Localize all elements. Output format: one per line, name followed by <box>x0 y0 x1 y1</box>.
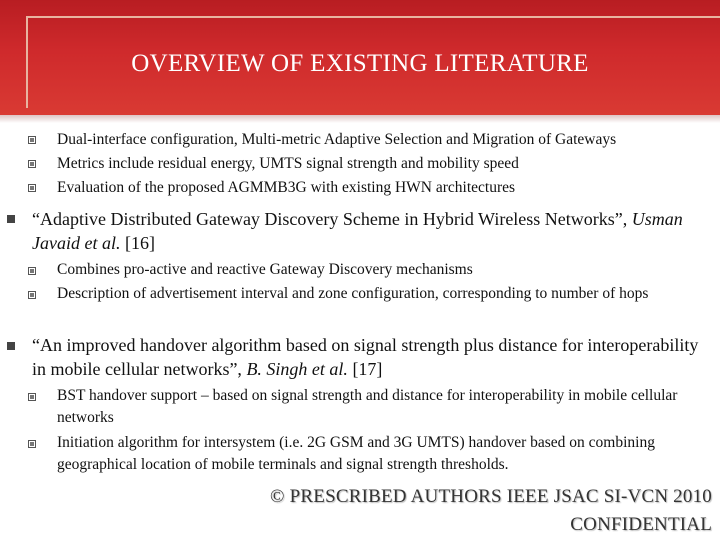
slide-header <box>0 0 720 115</box>
item-title: “An improved handover algorithm based on signal strength plus distance for interoperability in mobile cellular networks”, <box>32 335 699 379</box>
literature-item-2 <box>32 207 712 255</box>
sub-bullet-icon <box>28 267 36 275</box>
sub-bullet-icon <box>28 160 36 168</box>
sub-bullet-icon <box>28 291 36 299</box>
main-bullet-icon <box>7 215 15 223</box>
sub-item: Description of advertisement interval and zone configuration, corresponding to number of hops <box>57 285 649 302</box>
item-ref: [17] <box>347 359 383 379</box>
sub-item: Initiation algorithm for intersystem (i.e. 2G GSM and 3G UMTS) handover based on combining geographical location of mobile terminals and signal strength thresholds. <box>57 434 655 473</box>
sub-bullet-icon <box>28 184 36 192</box>
confidential-label: CONFIDENTIAL <box>570 514 712 535</box>
sub-item: Metrics include residual energy, UMTS signal strength and mobility speed <box>57 155 519 172</box>
sub-item: Dual-interface configuration, Multi-metric Adaptive Selection and Migration of Gateways <box>57 131 617 148</box>
sub-bullet-icon <box>28 136 36 144</box>
item-authors: B. Singh et al. <box>246 359 348 379</box>
slide-title: OVERVIEW OF EXISTING LITERATURE <box>131 50 589 77</box>
sub-bullet-icon <box>28 440 36 448</box>
sub-item: BST handover support – based on signal strength and distance for interoperability in mobile cellular networks <box>57 387 678 426</box>
item-ref: [16] <box>120 233 155 253</box>
main-bullet-icon <box>7 342 15 350</box>
sub-item: Combines pro-active and reactive Gateway Discovery mechanisms <box>57 261 473 278</box>
copyright-line: © PRESCRIBED AUTHORS IEEE JSAC SI-VCN 2010 <box>270 486 712 507</box>
literature-item-3 <box>32 333 712 381</box>
item-authors: Usman Javaid et al. <box>32 209 683 253</box>
item-title: “Adaptive Distributed Gateway Discovery Scheme in Hybrid Wireless Networks”, <box>32 209 628 229</box>
sub-bullet-icon <box>28 393 36 401</box>
header-shadow <box>0 115 720 123</box>
sub-item: Evaluation of the proposed AGMMB3G with existing HWN architectures <box>57 179 516 196</box>
